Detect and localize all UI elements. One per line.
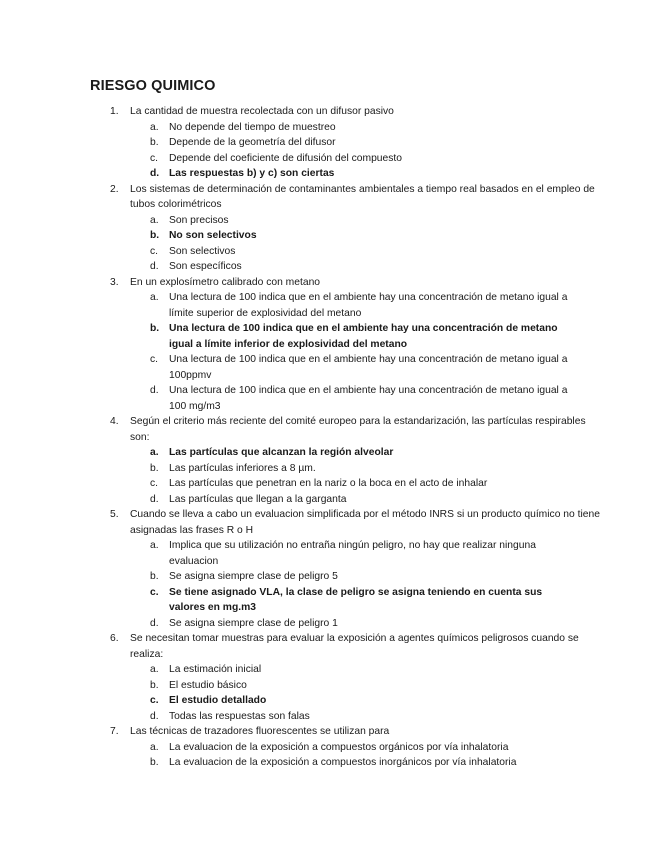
option-letter: a. — [150, 214, 159, 226]
option-text: La estimación inicial — [169, 664, 262, 675]
answer-option — [0, 569, 655, 585]
option-letter: a. — [150, 121, 159, 133]
question-number: 6. — [110, 633, 119, 644]
option-letter: a. — [150, 540, 159, 551]
answer-option — [0, 709, 655, 725]
answer-option — [0, 151, 655, 167]
question-number: 5. — [110, 509, 119, 520]
question-item — [0, 414, 655, 507]
answer-option — [0, 213, 655, 229]
question-list — [0, 104, 655, 771]
option-text: Son selectivos — [169, 245, 236, 257]
option-letter: c. — [150, 354, 159, 365]
option-letter: a. — [150, 447, 159, 458]
question-text: En un explosímetro calibrado con metano — [130, 276, 321, 288]
question-number: 1. — [110, 106, 119, 117]
option-letter: d. — [150, 168, 160, 179]
option-letter: c. — [150, 478, 159, 489]
option-text: No son selectivos — [169, 230, 257, 241]
answer-option — [0, 383, 655, 414]
answer-option — [0, 492, 655, 508]
option-letter: b. — [150, 757, 159, 768]
option-text: Las partículas que penetran en la nariz o la boca en el acto de inhalar — [169, 478, 488, 489]
answer-option-correct — [0, 166, 655, 182]
option-letter: a. — [150, 292, 159, 303]
option-text: Una lectura de 100 indica que en el ambiente hay una concentración de metano igual a límite inferior de explosividad del metano — [169, 323, 558, 350]
option-text: Se asigna siempre clase de peligro 1 — [169, 617, 338, 629]
option-text: Las partículas que llegan a la garganta — [169, 493, 347, 505]
question-text: Se necesitan tomar muestras para evaluar la exposición a agentes químicos peligrosos cuando se realiza: — [130, 633, 579, 660]
answer-options — [0, 662, 655, 724]
option-letter: b. — [150, 571, 159, 582]
option-letter: d. — [150, 493, 159, 505]
option-letter: d. — [150, 617, 159, 629]
option-letter: d. — [150, 261, 159, 272]
question-item — [0, 507, 655, 631]
answer-option-correct — [0, 321, 655, 352]
answer-option — [0, 740, 655, 756]
question-number: 7. — [110, 726, 119, 737]
option-letter: c. — [150, 245, 159, 257]
option-letter: a. — [150, 664, 159, 675]
answer-option — [0, 352, 655, 383]
answer-option — [0, 678, 655, 694]
option-letter: b. — [150, 230, 160, 241]
question-text: Los sistemas de determinación de contaminantes ambientales a tiempo real basados en el empleo de tubos colorimétricos — [130, 183, 595, 210]
question-text: La cantidad de muestra recolectada con un difusor pasivo — [130, 106, 394, 117]
answer-option-correct — [0, 445, 655, 461]
option-text: Se tiene asignado VLA, la clase de peligro se asigna teniendo en cuenta sus valores en mg.m3 — [169, 586, 543, 613]
option-text: Una lectura de 100 indica que en el ambiente hay una concentración de metano igual a 100ppmv — [169, 354, 568, 381]
question-item — [0, 631, 655, 724]
option-text: Son específicos — [169, 261, 242, 272]
option-text: Depende del coeficiente de difusión del compuesto — [169, 152, 402, 164]
option-text: No depende del tiempo de muestreo — [169, 121, 336, 133]
answer-options — [0, 538, 655, 631]
option-letter: c. — [150, 152, 159, 164]
option-text: Todas las respuestas son falas — [169, 710, 310, 722]
page-title: RIESGO QUIMICO — [90, 78, 216, 94]
option-letter: b. — [150, 323, 160, 334]
question-number: 4. — [110, 416, 119, 427]
option-letter: c. — [150, 695, 159, 706]
question-text: Según el criterio más reciente del comité europeo para la estandarización, las partículas respirables son: — [130, 416, 586, 443]
answer-option — [0, 259, 655, 275]
answer-option — [0, 476, 655, 492]
answer-options — [0, 290, 655, 414]
option-text: Son precisos — [169, 214, 229, 226]
answer-options — [0, 120, 655, 182]
question-text: Las técnicas de trazadores fluorescentes se utilizan para — [130, 726, 390, 737]
answer-option — [0, 616, 655, 632]
question-item — [0, 275, 655, 415]
answer-option — [0, 755, 655, 771]
option-text: Las respuestas b) y c) son ciertas — [169, 168, 335, 179]
question-item — [0, 182, 655, 275]
answer-options — [0, 213, 655, 275]
question-item — [0, 104, 655, 182]
question-text: Cuando se lleva a cabo un evaluacion simplificada por el método INRS si un producto químico no tiene asignadas las frases R o H — [130, 509, 600, 536]
question-item — [0, 724, 655, 771]
answer-option — [0, 461, 655, 477]
option-letter: d. — [150, 385, 159, 396]
option-text: La evaluacion de la exposición a compuestos inorgánicos por vía inhalatoria — [169, 757, 517, 768]
answer-option — [0, 120, 655, 136]
answer-option — [0, 244, 655, 260]
option-letter: b. — [150, 679, 159, 691]
option-letter: a. — [150, 741, 159, 753]
answer-option-correct — [0, 585, 655, 616]
option-text: Las partículas que alcanzan la región alveolar — [169, 447, 394, 458]
option-text: El estudio detallado — [169, 695, 267, 706]
option-letter: c. — [150, 586, 159, 598]
option-text: El estudio básico — [169, 679, 247, 691]
answer-option-correct — [0, 693, 655, 709]
option-text: Implica que su utilización no entraña ningún peligro, no hay que realizar ninguna evaluacion — [169, 540, 536, 567]
answer-option-correct — [0, 228, 655, 244]
option-text: Las partículas inferiores a 8 µm. — [169, 462, 316, 474]
answer-option — [0, 538, 655, 569]
option-letter: b. — [150, 137, 159, 148]
answer-option — [0, 290, 655, 321]
option-text: Depende de la geometría del difusor — [169, 137, 336, 148]
answer-option — [0, 662, 655, 678]
option-text: La evaluacion de la exposición a compuestos orgánicos por vía inhalatoria — [169, 741, 509, 753]
option-text: Una lectura de 100 indica que en el ambiente hay una concentración de metano igual a límite superior de explosividad del metano — [169, 292, 568, 319]
answer-options — [0, 445, 655, 507]
option-text: Se asigna siempre clase de peligro 5 — [169, 571, 338, 582]
answer-options — [0, 740, 655, 771]
option-letter: b. — [150, 462, 159, 474]
answer-option — [0, 135, 655, 151]
option-text: Una lectura de 100 indica que en el ambiente hay una concentración de metano igual a 100 mg/m3 — [169, 385, 568, 412]
question-number: 3. — [110, 276, 119, 288]
question-number: 2. — [110, 183, 119, 195]
option-letter: d. — [150, 710, 159, 722]
